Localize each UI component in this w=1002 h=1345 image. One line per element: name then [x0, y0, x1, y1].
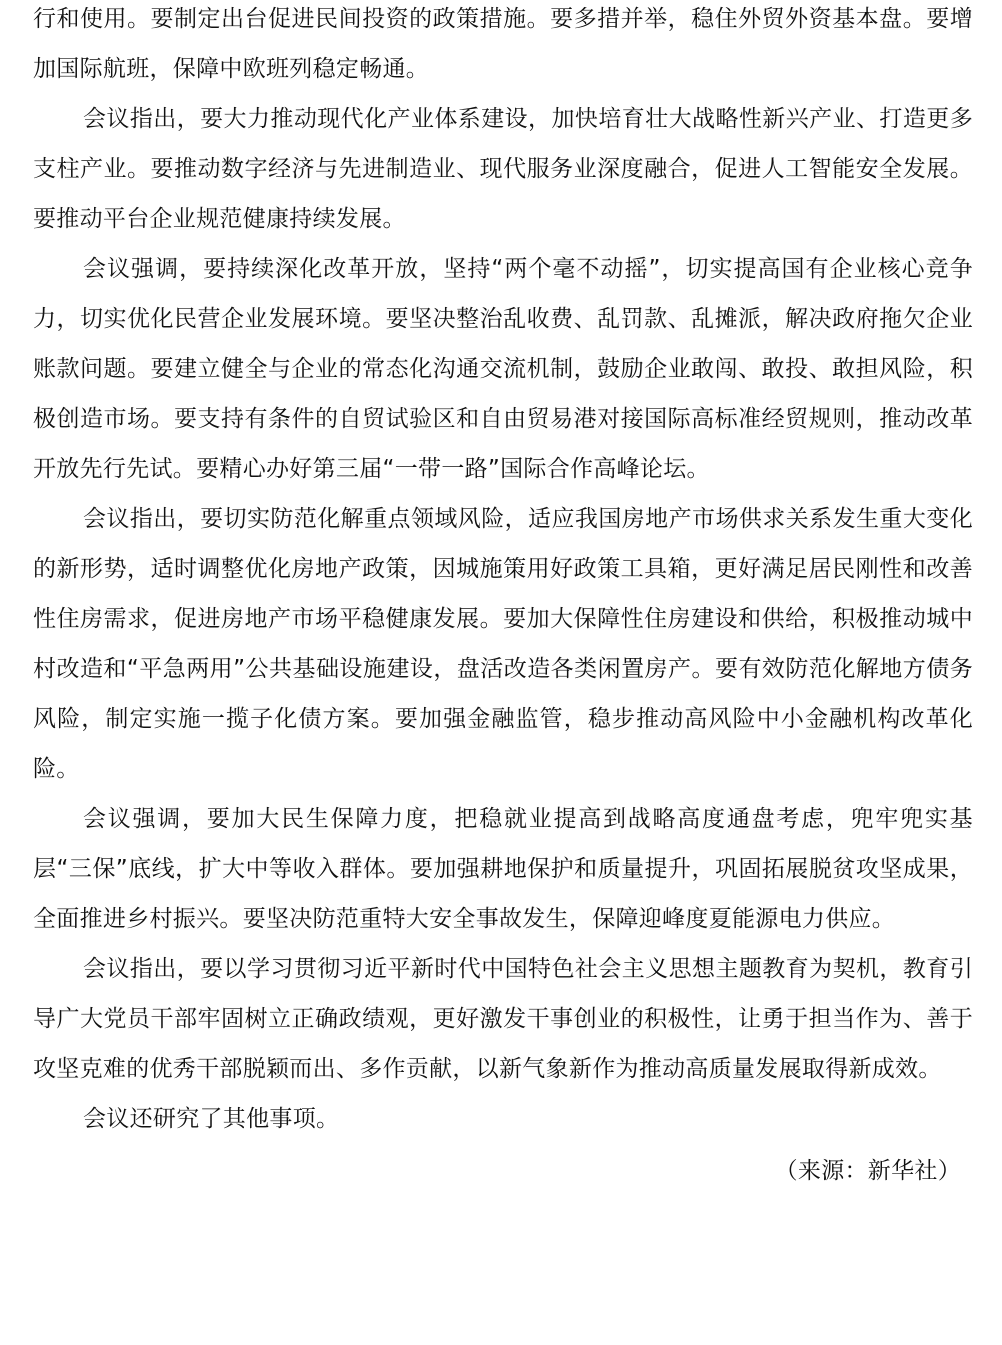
- paragraph-1: 行和使用。要制定出台促进民间投资的政策措施。要多措并举，稳住外贸外资基本盘。要增加国际航班，保障中欧班列稳定畅通。: [33, 6, 973, 82]
- paragraph-6: 会议指出，要以学习贯彻习近平新时代中国特色社会主义思想主题教育为契机，教育引导广大党员干部牢固树立正确政绩观，更好激发干事创业的积极性，让勇于担当作为、善于攻坚克难的优秀干部脱颖而出、多作贡献，以新气象新作为推动高质量发展取得新成效。: [33, 956, 973, 1082]
- paragraph-3: 会议强调，要持续深化改革开放，坚持“两个毫不动摇”，切实提高国有企业核心竞争力，切实优化民营企业发展环境。要坚决整治乱收费、乱罚款、乱摊派，解决政府拖欠企业账款问题。要建立健全与企业的常态化沟通交流机制，鼓励企业敢闯、敢投、敢担风险，积极创造市场。要支持有条件的自贸试验区和自由贸易港对接国际高标准经贸规则，推动改革开放先行先试。要精心办好第三届“一带一路”国际合作高峰论坛。: [33, 256, 973, 482]
- paragraph-4: 会议指出，要切实防范化解重点领域风险，适应我国房地产市场供求关系发生重大变化的新形势，适时调整优化房地产政策，因城施策用好政策工具箱，更好满足居民刚性和改善性住房需求，促进房地产市场平稳健康发展。要加大保障性住房建设和供给，积极推动城中村改造和“平急两用”公共基础设施建设，盘活改造各类闲置房产。要有效防范化解地方债务风险，制定实施一揽子化债方案。要加强金融监管，稳步推动高风险中小金融机构改革化险。: [33, 506, 973, 782]
- paragraph-2: 会议指出，要大力推动现代化产业体系建设，加快培育壮大战略性新兴产业、打造更多支柱产业。要推动数字经济与先进制造业、现代服务业深度融合，促进人工智能安全发展。要推动平台企业规范健康持续发展。: [33, 106, 973, 232]
- paragraph-7: 会议还研究了其他事项。: [83, 1106, 340, 1132]
- article-body: [33, 0, 973, 1196]
- paragraph-5: 会议强调，要加大民生保障力度，把稳就业提高到战略高度通盘考虑，兜牢兜实基层“三保”底线，扩大中等收入群体。要加强耕地保护和质量提升，巩固拓展脱贫攻坚成果，全面推进乡村振兴。要坚决防范重特大安全事故发生，保障迎峰度夏能源电力供应。: [33, 806, 973, 932]
- source-attribution: （来源：新华社）: [774, 1158, 961, 1184]
